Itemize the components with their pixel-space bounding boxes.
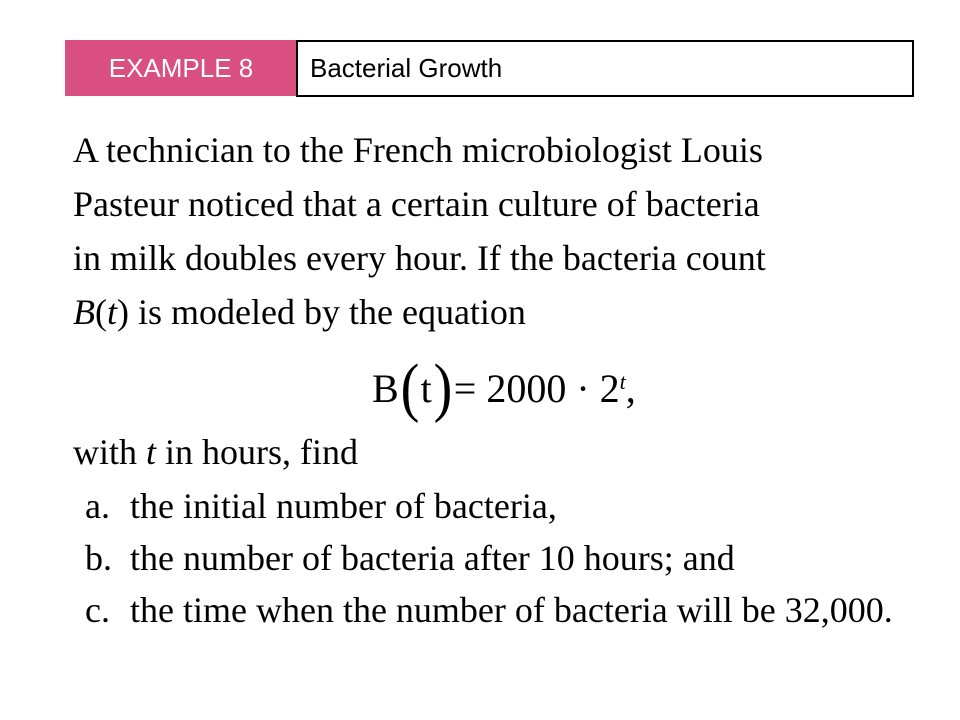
function-name: B: [73, 292, 95, 332]
example-title: Bacterial Growth: [296, 40, 914, 97]
item-text: the time when the number of bacteria will be 32,000.: [130, 590, 893, 630]
item-marker: b.: [85, 538, 112, 578]
equation-rhs: = 2000 · 2: [453, 365, 620, 411]
open-paren: (: [95, 292, 107, 332]
list-item: [85, 584, 935, 636]
list-item: [85, 532, 935, 584]
question-list: [85, 480, 935, 636]
example-label: EXAMPLE 8: [65, 40, 297, 96]
find-variable: t: [146, 432, 157, 472]
close-paren: ): [117, 292, 130, 332]
equation-trail: ,: [625, 365, 636, 411]
intro-line-3: in milk doubles every hour. If the bacteria count: [73, 238, 766, 278]
problem-statement: [73, 123, 933, 339]
equation-close-paren: ): [433, 351, 453, 424]
intro-line-2: Pasteur noticed that a certain culture of bacteria: [73, 184, 760, 224]
item-marker: c.: [85, 590, 110, 630]
variable-t: t: [107, 292, 118, 332]
item-text: the number of bacteria after 10 hours; and: [130, 538, 735, 578]
equation-open-paren: (: [400, 351, 420, 424]
item-text: the initial number of bacteria,: [130, 486, 557, 526]
growth-equation: [372, 348, 636, 428]
find-suffix: in hours, find: [156, 432, 359, 472]
item-marker: a.: [85, 486, 110, 526]
intro-line-4: [73, 285, 933, 339]
equation-variable: t: [420, 365, 432, 411]
intro-line-4-rest: is modeled by the equation: [129, 292, 526, 332]
find-prefix: with: [73, 432, 147, 472]
list-item: [85, 480, 935, 532]
equation-function: B: [372, 365, 399, 411]
find-prompt: [73, 425, 358, 479]
intro-line-1: A technician to the French microbiologist Louis: [73, 130, 763, 170]
equation-exponent: t: [619, 369, 626, 394]
